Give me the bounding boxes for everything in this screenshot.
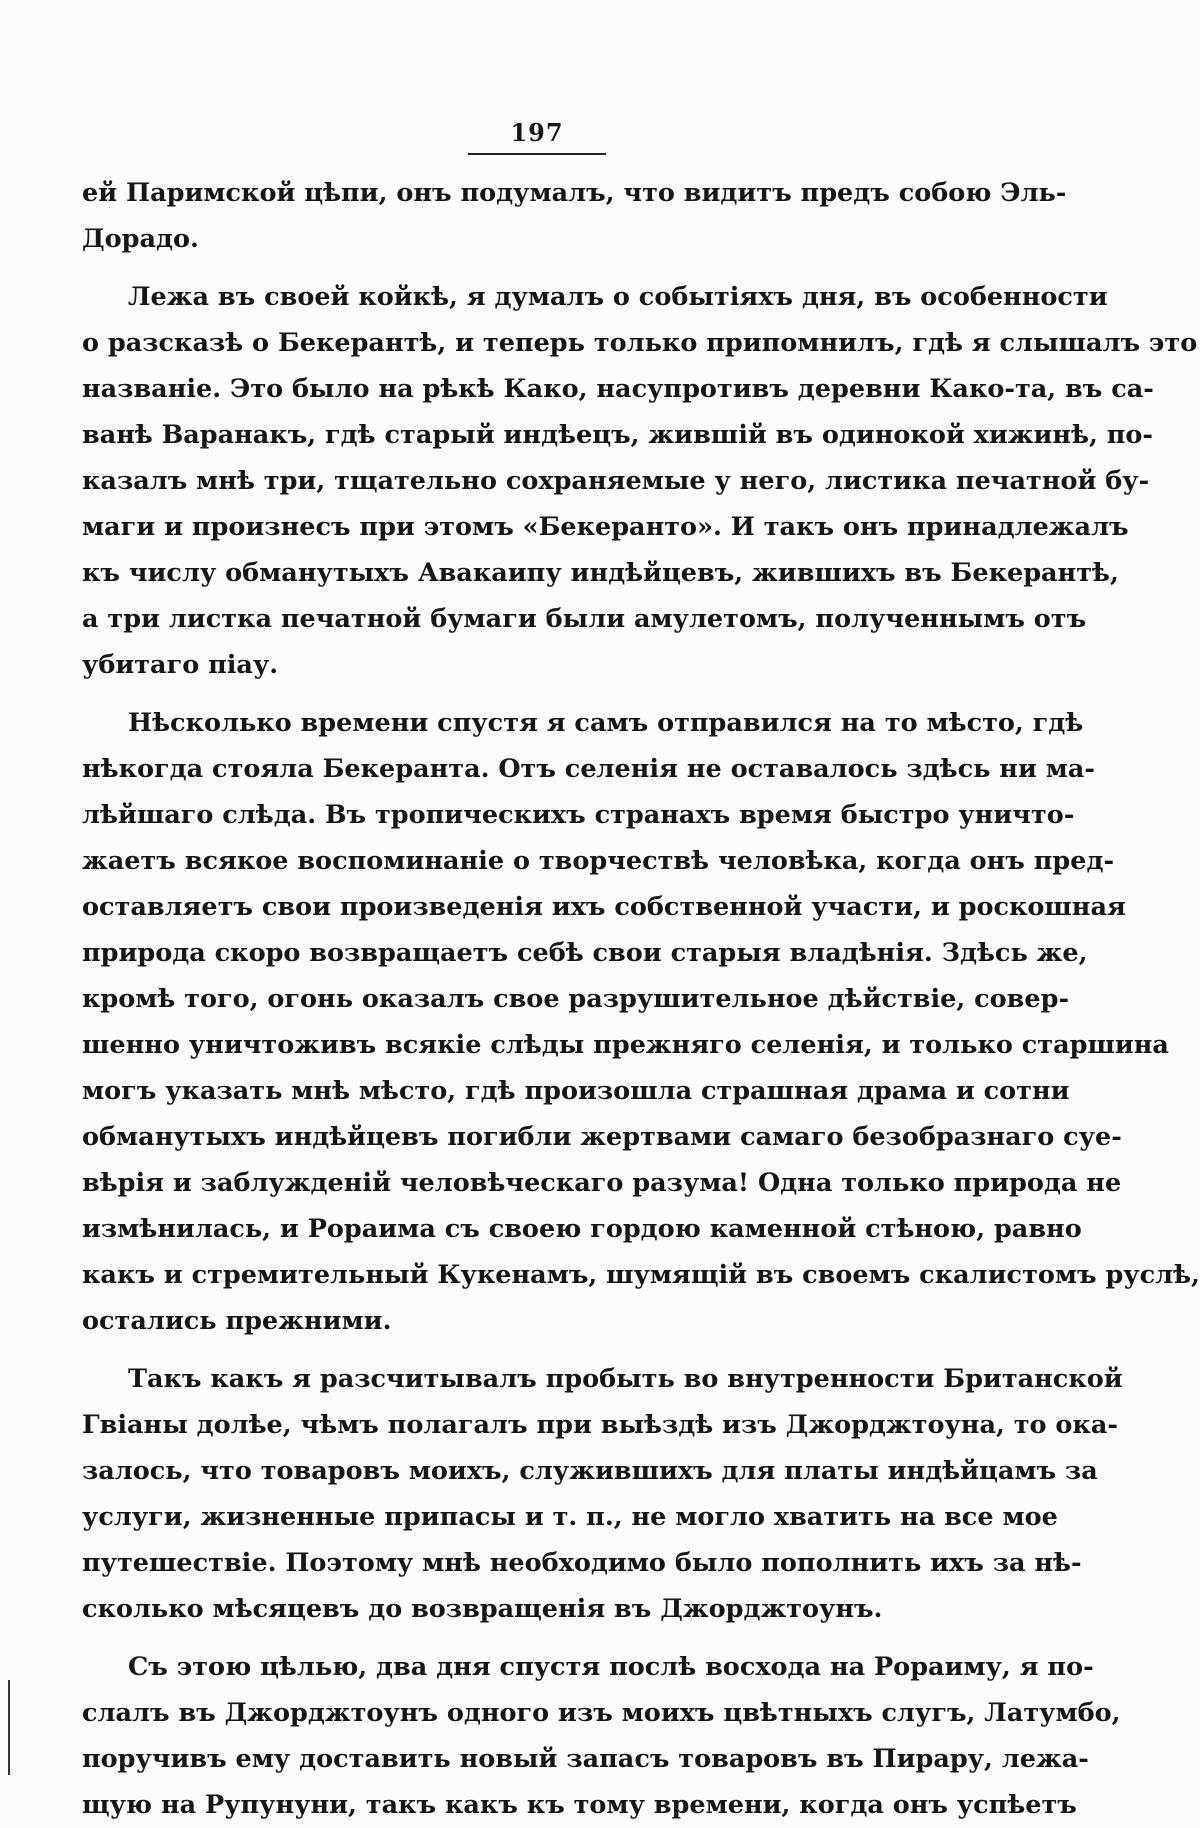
text-line: казалъ мнѣ три, тщательно сохраняемые у него, листика печатной бу- xyxy=(82,466,1150,496)
text-line: Нѣсколько времени спустя я самъ отправился на то мѣсто, гдѣ xyxy=(128,708,1084,738)
text-line: шенно уничтоживъ всякіе слѣды прежняго селенія, и только старшина xyxy=(82,1030,1169,1060)
text-line: природа скоро возвращаетъ себѣ свои старыя владѣнія. Здѣсь же, xyxy=(82,938,1088,968)
text-line: поручивъ ему доставить новый запасъ товаровъ въ Пирару, лежа- xyxy=(82,1744,1089,1774)
text-line: ванѣ Варанакъ, гдѣ старый индѣецъ, жившій въ одинокой хижинѣ, по- xyxy=(82,420,1154,450)
text-line: щую на Рупунуни, такъ какъ къ тому времени, когда онъ успѣетъ xyxy=(82,1790,1077,1820)
text-line: лѣйшаго слѣда. Въ тропическихъ странахъ время быстро уничто- xyxy=(82,800,1075,830)
text-line: измѣнилась, и Рораима съ своею гордою каменной стѣною, равно xyxy=(82,1214,1082,1244)
text-line: обманутыхъ индѣйцевъ погибли жертвами самаго безобразнаго суе- xyxy=(82,1122,1122,1152)
text-line: Лежа въ своей койкѣ, я думалъ о событіяхъ дня, въ особенности xyxy=(128,282,1108,312)
scan-edge-mark xyxy=(8,1680,10,1775)
body-text xyxy=(82,170,1200,1828)
text-line: а три листка печатной бумаги были амулетомъ, полученнымъ отъ xyxy=(82,604,1087,634)
text-line: оставляетъ свои произведенія ихъ собственной участи, и роскошная xyxy=(82,892,1126,922)
text-line: о разсказѣ о Бекерантѣ, и теперь только припомнилъ, гдѣ я слышалъ это xyxy=(82,328,1198,358)
text-line: какъ и стремительный Кукенамъ, шумящій въ своемъ скалистомъ руслѣ, xyxy=(82,1260,1200,1290)
text-line: жаетъ всякое воспоминаніе о творчествѣ человѣка, когда онъ пред- xyxy=(82,846,1115,876)
page-number: 197 xyxy=(510,118,564,147)
text-line: Гвіаны долѣе, чѣмъ полагалъ при выѣздѣ изъ Джорджтоуна, то ока- xyxy=(82,1410,1118,1440)
text-line: названіе. Это было на рѣкѣ Како, насупротивъ деревни Како-та, въ са- xyxy=(82,374,1154,404)
text-line: убитаго піау. xyxy=(82,650,279,680)
text-line: къ числу обманутыхъ Авакаипу индѣйцевъ, жившихъ въ Бекерантѣ, xyxy=(82,558,1119,588)
text-line: вѣрія и заблужденій человѣческаго разума! Одна только природа не xyxy=(82,1168,1122,1198)
text-line: нѣкогда стояла Бекеранта. Отъ селенія не оставалось здѣсь ни ма- xyxy=(82,754,1096,784)
text-line: Съ этою цѣлью, два дня спустя послѣ восхода на Рораиму, я по- xyxy=(128,1652,1094,1682)
text-line: услуги, жизненные припасы и т. п., не могло хватить на все мое xyxy=(82,1502,1058,1532)
text-line: кромѣ того, огонь оказалъ свое разрушительное дѣйствіе, совер- xyxy=(82,984,1070,1014)
text-line: маги и произнесъ при этомъ «Бекеранто». И такъ онъ принадлежалъ xyxy=(82,512,1129,542)
page-number-rule xyxy=(468,153,606,155)
text-line: ей Паримской цѣпи, онъ подумалъ, что видитъ предъ собою Эль- xyxy=(82,178,1067,208)
text-line: остались прежними. xyxy=(82,1306,392,1336)
text-line: залось, что товаровъ моихъ, служившихъ для платы индѣйцамъ за xyxy=(82,1456,1098,1486)
text-line: Такъ какъ я разсчитывалъ пробыть во внутренности Британской xyxy=(128,1364,1123,1394)
text-line: Дорадо. xyxy=(82,224,199,254)
text-line: слалъ въ Джорджтоунъ одного изъ моихъ цвѣтныхъ слугъ, Латумбо, xyxy=(82,1698,1121,1728)
text-line: сколько мѣсяцевъ до возвращенія въ Джорджтоунъ. xyxy=(82,1594,883,1624)
text-line: могъ указать мнѣ мѣсто, гдѣ произошла страшная драма и сотни xyxy=(82,1076,1070,1106)
text-line: путешествіе. Поэтому мнѣ необходимо было пополнить ихъ за нѣ- xyxy=(82,1548,1082,1578)
